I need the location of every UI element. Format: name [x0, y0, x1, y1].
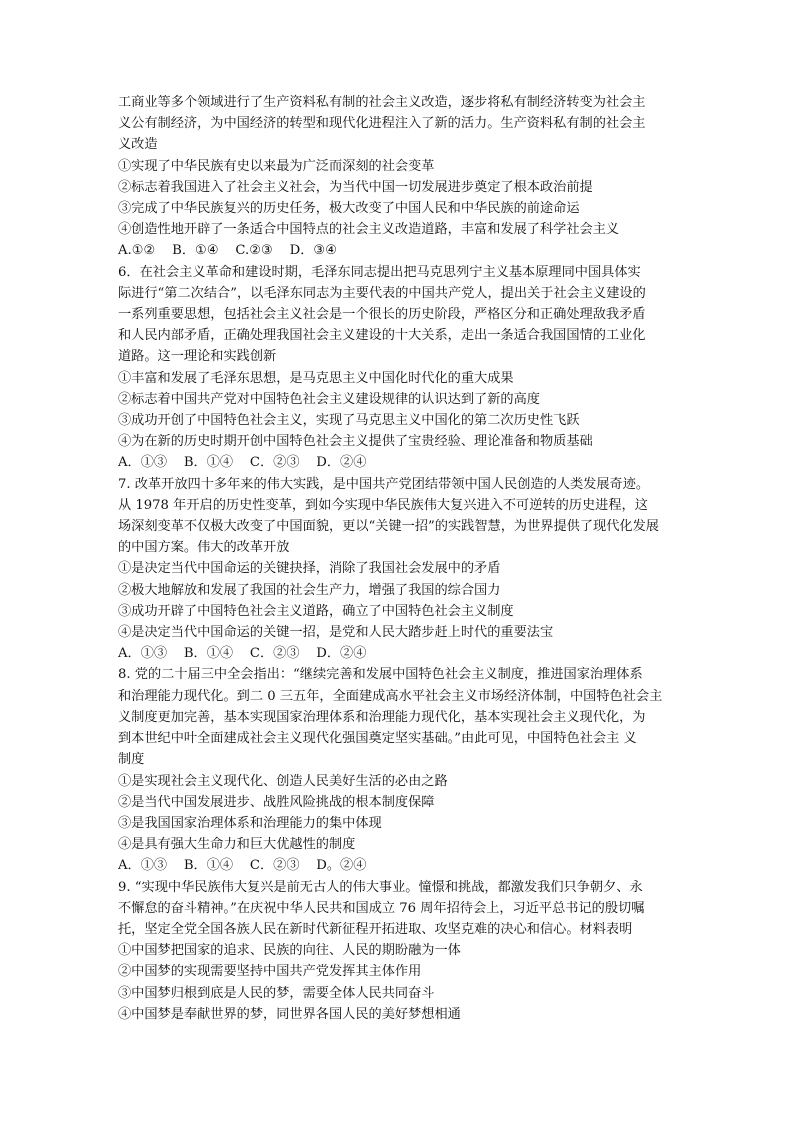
question-8	[118, 664, 688, 876]
statement-1: ①中国梦把国家的追求、民族的向往、人民的期盼融为一体	[118, 943, 461, 959]
question-stem-line: 托，坚定全党全国各族人民在新时代新征程开拓进取、攻坚克难的决心和信心。材料表明	[118, 921, 633, 937]
question-5	[118, 92, 688, 262]
question-stem-line: 工商业等多个领域进行了生产资料私有制的社会主义改造，逐步将私有制经济转变为社会主	[118, 95, 646, 110]
answer-options: A．①③ B．①④ C．②③ D．②④	[118, 455, 367, 471]
statement-1: ①是决定当代中国命运的关键抉择，消除了我国社会发展中的矛盾	[118, 561, 501, 577]
question-stem-line: 7. 改革开放四十多年来的伟大实践，是中国共产党团结带领中国人民创造的人类发展奇迹。	[118, 476, 650, 492]
statement-1: ①实现了中华民族有史以来最为广泛而深刻的社会变革	[118, 158, 435, 174]
question-stem-line: 义改造	[118, 137, 158, 153]
question-stem-line: 8. 党的二十届三中全会指出：“继续完善和发展中国特色社会主义制度，推进国家治理体系	[118, 667, 643, 683]
question-stem-line: 义制度更加完善，基本实现国家治理体系和治理能力现代化，基本实现社会主义现代化，为	[118, 709, 646, 725]
question-stem-line: 不懈怠的奋斗精神。”在庆祝中华人民共和国成立 76 周年招待会上，习近平总书记的殷切嘱	[118, 900, 645, 916]
question-stem-line: 从 1978 年开启的历史性变革，到如今实现中华民族伟大复兴进入不可逆转的历史进程，这	[118, 497, 648, 513]
statement-2: ②标志着中国共产党对中国特色社会主义建设规律的认识达到了新的高度	[118, 391, 540, 407]
question-stem-line: 9. “实现中华民族伟大复兴是前无古人的伟大事业。憧憬和挑战，都激发我们只争朝夕、永	[118, 879, 643, 895]
statement-1: ①是实现社会主义现代化、创造人民美好生活的必由之路	[118, 773, 448, 789]
statement-2: ②是当代中国发展进步、战胜风险挑战的根本制度保障	[118, 794, 435, 810]
question-6	[118, 262, 688, 474]
question-stem-line: 的中国方案。伟大的改革开放	[118, 540, 290, 556]
statement-2: ②标志着我国进入了社会主义社会，为当代中国一切发展进步奠定了根本政治前提	[118, 179, 593, 195]
statement-3: ③成功开辟了中国特色社会主义道路，确立了中国特色社会主义制度	[118, 603, 514, 619]
question-stem-line: 义公有制经济，为中国经济的转型和现代化进程注入了新的活力。生产资料私有制的社会主	[118, 116, 646, 132]
statement-4: ④为在新的历史时期开创中国特色社会主义提供了宝贵经验、理论准备和物质基础	[118, 434, 593, 450]
answer-options: A．①③ B．①④ C．②③ D．②④	[118, 646, 367, 662]
statement-4: ④是具有强大生命力和巨大优越性的制度	[118, 837, 356, 853]
question-stem-line: 到本世纪中叶全面建成社会主义现代化强国奠定坚实基础。”由此可见，中国特色社会主 义	[118, 731, 637, 747]
statement-1: ①丰富和发展了毛泽东思想，是马克思主义中国化时代化的重大成果	[118, 370, 514, 386]
answer-options: A.①② B．①④ C.②③ D．③④	[118, 243, 338, 259]
statement-3: ③中国梦归根到底是人民的梦，需要全体人民共同奋斗	[118, 985, 435, 1001]
statement-3: ③是我国国家治理体系和治理能力的集中体现	[118, 815, 382, 831]
question-stem-line: 6．在社会主义革命和建设时期，毛泽东同志提出把马克思列宁主义基本原理同中国具体实	[118, 264, 641, 280]
statement-4: ④是决定当代中国命运的关键一招，是党和人民大踏步赶上时代的重要法宝	[118, 625, 554, 641]
question-stem-line: 制度	[118, 752, 145, 768]
statement-2: ②极大地解放和发展了我国的社会生产力，增强了我国的综合国力	[118, 582, 501, 598]
statement-4: ④创造性地开辟了一条适合中国特点的社会主义改造道路，丰富和发展了科学社会主义	[118, 222, 620, 238]
question-7	[118, 474, 688, 665]
question-stem-line: 和人民内部矛盾，正确处理我国社会主义建设的十大关系，走出一条适合我国国情的工业化	[118, 328, 646, 344]
statement-4: ④中国梦是奉献世界的梦，同世界各国人民的美好梦想相通	[118, 1006, 461, 1022]
question-stem-line: 一系列重要思想，包括社会主义社会是一个很长的历史阶段，严格区分和正确处理敌我矛盾	[118, 307, 646, 323]
question-9	[118, 877, 688, 1025]
statement-3: ③完成了中华民族复兴的历史任务，极大改变了中国人民和中华民族的前途命运	[118, 201, 580, 217]
question-stem-line: 和治理能力现代化。到二 0 三五年，全面建成高水平社会主义市场经济体制，中国特色社会主	[118, 688, 663, 704]
exam-page	[118, 92, 688, 1025]
question-stem-line: 道路。这一理论和实践创新	[118, 349, 277, 365]
answer-options: A．①③ B．①④ C．②③ D。②④	[118, 858, 367, 874]
question-stem-line: 际进行“第二次结合”，以毛泽东同志为主要代表的中国共产党人，提出关于社会主义建设的	[118, 285, 646, 301]
statement-2: ②中国梦的实现需要坚持中国共产党发挥其主体作用	[118, 964, 422, 980]
question-stem-line: 场深刻变革不仅极大改变了中国面貌，更以“关键一招”的实践智慧，为世界提供了现代化发展	[118, 519, 659, 535]
statement-3: ③成功开创了中国特色社会主义，实现了马克思主义中国化的第二次历史性飞跃	[118, 413, 580, 429]
